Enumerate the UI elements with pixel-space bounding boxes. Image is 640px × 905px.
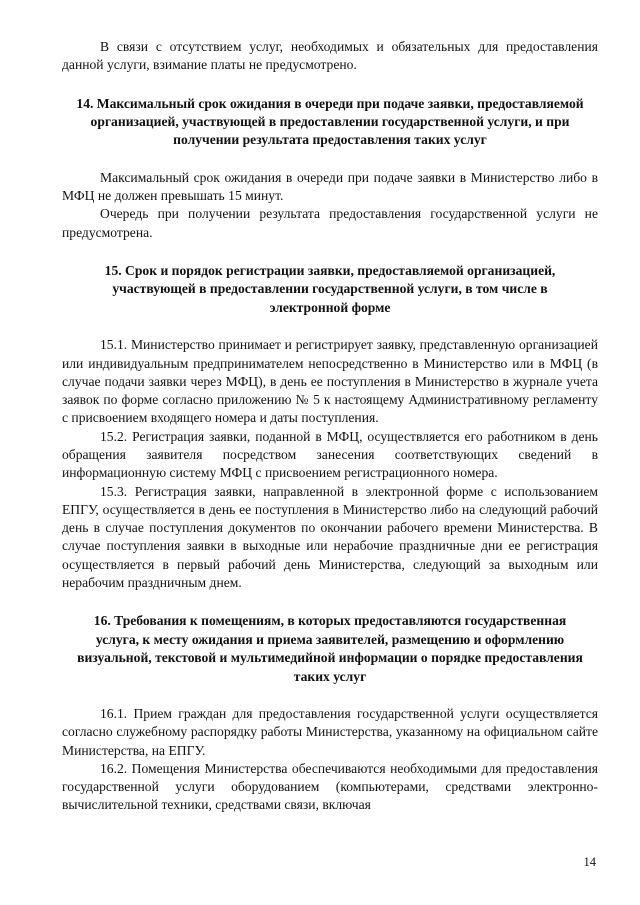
section-14-heading: 14. Максимальный срок ожидания в очереди при подаче заявки, предоставляемой организацией, участвующей в предоставлении государственной услуги, и при получении результата предоставления таких услуг — [76, 95, 584, 148]
paragraph-intro: В связи с отсутствием услуг, необходимых и обязательных для предоставления данной услуги, взимание платы не предусмотрено. — [62, 39, 598, 73]
section-16-paragraph-1: 16.1. Прием граждан для предоставления государственной услуги осуществляется согласно служебному распорядку работы Министерства, указанному на официальном сайте Министерства, на ЕПГУ. — [62, 706, 598, 758]
section-14-paragraph-1: Максимальный срок ожидания в очереди при подаче заявки в Министерство либо в МФЦ не должен превышать 15 минут. — [62, 169, 598, 204]
section-15-paragraph-3: 15.3. Регистрация заявки, направленной в электронной форме с использованием ЕПГУ, осуществляется в день ее поступления в Министерство либо на следующий рабочий день в случае поступления документов по окончании рабочего времени Министерства. В случае поступления заявки в выходные или нерабочие праздничные дни ее регистрация осуществляется в первый рабочий день Министерства, следующий за выходным или нерабочим праздничным днем. — [62, 483, 598, 591]
page-number: 14 — [583, 855, 596, 869]
section-16-paragraph-2: 16.2. Помещения Министерства обеспечиваются необходимыми для предоставления государственной услуги оборудованием (компьютерами, средствами электронно-вычислительной техники, средствами связи, включая — [62, 760, 598, 813]
section-14-paragraph-2: Очередь при получении результата предоставления государственной услуги не предусмотрена. — [62, 206, 598, 240]
section-15-paragraph-1: 15.1. Министерство принимает и регистрирует заявку, представленную организацией или индивидуальным предпринимателем непосредственно в Министерство или в МФЦ (в случае подачи заявки через МФЦ), в день ее поступления в Министерство в журнале учета заявок по форме согласно приложению № 5 к настоящему Административному регламенту с присвоением входящего номера и даты поступления. — [62, 337, 598, 426]
section-15-paragraph-2: 15.2. Регистрация заявки, поданной в МФЦ, осуществляется его работником в день обращения заявителя посредством занесения соответствующих сведений в информационную систему МФЦ с присвоением регистрационного номера. — [62, 428, 598, 481]
section-16-heading: 16. Требования к помещениям, в которых предоставляются государственная услуга, к месту ожидания и приема заявителей, размещению и оформлению визуальной, текстовой и мультимедийной информации о порядке предоставления таких услуг — [77, 613, 583, 684]
section-15-heading: 15. Срок и порядок регистрации заявки, предоставляемой организацией, участвующей в предоставлении государственной услуги, в том числе в электронной форме — [104, 263, 556, 315]
